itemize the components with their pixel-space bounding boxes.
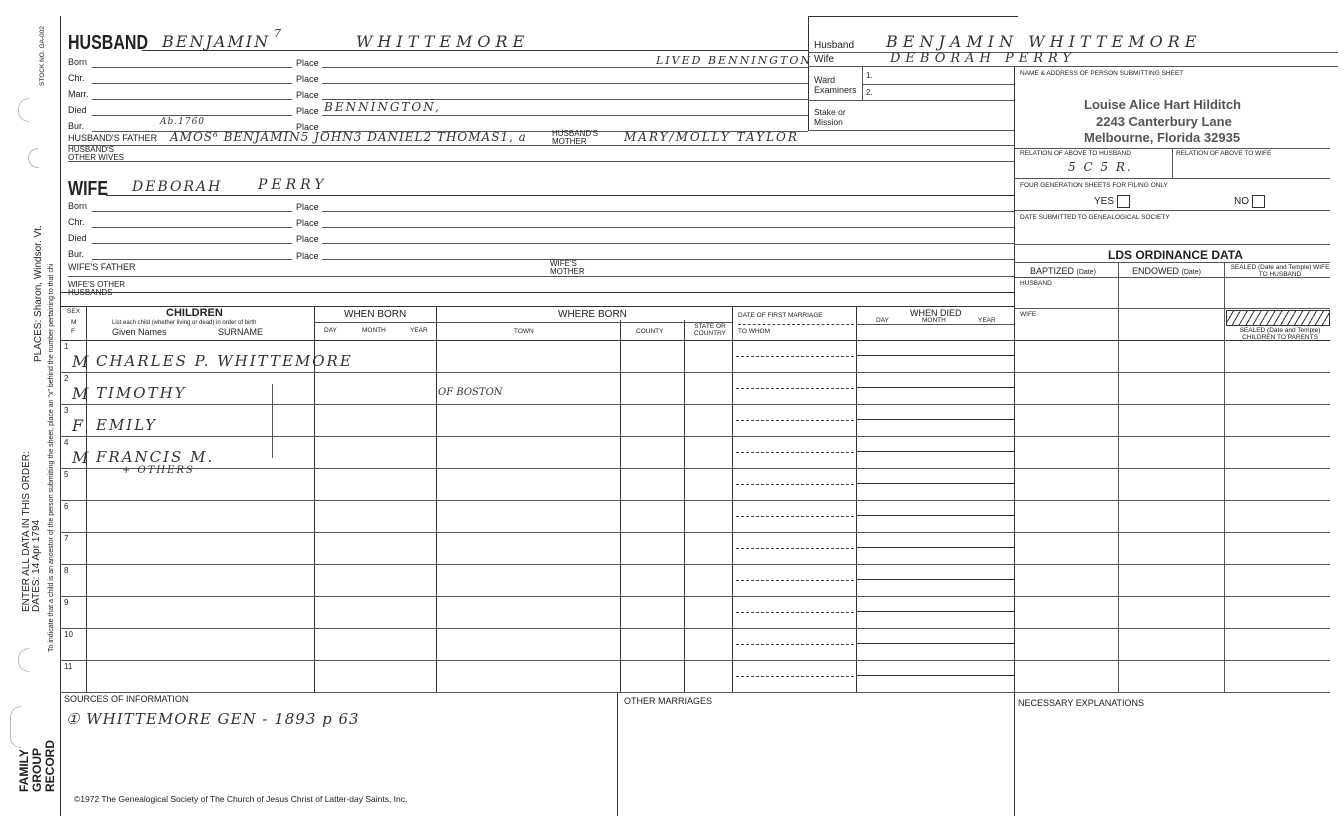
child-number: 6 — [64, 502, 69, 511]
husband-father-label: HUSBAND'S FATHER — [68, 133, 158, 143]
husband-born-place-label: Place — [296, 58, 319, 68]
hb-wife-label: Wife — [814, 54, 834, 65]
lds-hatched-cell — [1226, 310, 1330, 326]
child-sex: M — [72, 384, 91, 403]
ch-died-day: DAY — [876, 317, 889, 324]
husband-born-place: LIVED BENNINGTON — [656, 54, 813, 67]
ch-when-born: WHEN BORN — [344, 309, 407, 320]
ch-surname: SURNAME — [218, 327, 264, 337]
indicate-note: To indicate that a child is an ancestor of the person submitting the sheet, place an "x" behind the number pertaining to that chi — [48, 263, 55, 652]
other-marriages-label: OTHER MARRIAGES — [624, 696, 713, 706]
ch-to-whom: TO WHOM — [738, 328, 771, 335]
wife-born-place-label: Place — [296, 202, 319, 212]
ch-sex-f: F — [71, 328, 75, 335]
hb-stake-label: Stake or Mission — [814, 107, 846, 127]
sources-label: SOURCES OF INFORMATION — [64, 694, 189, 704]
hb-husband-label: Husband — [814, 40, 855, 51]
child-number: 9 — [64, 598, 69, 607]
ch-when-died: WHEN DIED — [910, 308, 962, 318]
wife-given-name: DEBORAH — [132, 179, 223, 195]
child-number: 3 — [64, 406, 69, 415]
child-sex: M — [72, 352, 91, 371]
ch-county: COUNTY — [636, 328, 664, 335]
wife-bur-label: Bur. — [68, 249, 85, 259]
wife-bur-place-label: Place — [296, 251, 319, 261]
child-number: 7 — [64, 534, 69, 543]
child-number: 11 — [64, 662, 73, 671]
husband-died-place-label: Place — [296, 106, 319, 116]
wife-born-label: Born — [68, 201, 88, 211]
husband-bur-date: Ab.1760 — [160, 117, 206, 127]
husband-chr-place-label: Place — [296, 74, 319, 84]
child-sex: F — [72, 416, 86, 435]
ch-sex-m: M — [71, 319, 77, 326]
child-number: 4 — [64, 438, 69, 447]
yes-option[interactable] — [1094, 195, 1130, 208]
ch-day: DAY — [324, 327, 337, 334]
lds-husband-row: HUSBAND — [1020, 280, 1052, 287]
date-submitted-label: DATE SUBMITTED TO GENEALOGICAL SOCIETY — [1020, 214, 1170, 221]
submitter-street: 2243 Canterbury Lane — [1096, 114, 1232, 129]
wife-chr-label: Chr. — [68, 217, 85, 227]
ch-subtitle: List each child (whether living or dead) in order of birth — [112, 320, 257, 326]
submitter-city: Melbourne, Florida 32935 — [1084, 130, 1241, 145]
child-name: + OTHERS — [122, 465, 195, 476]
rel-husband-value: 5 C 5 R. — [1068, 160, 1133, 174]
ch-title: CHILDREN — [166, 307, 223, 319]
ch-first-marriage: DATE OF FIRST MARRIAGE — [738, 312, 823, 319]
lds-wife-row: WIFE — [1020, 311, 1037, 318]
child-name: TIMOTHY — [96, 384, 187, 402]
child-name: EMILY — [96, 416, 158, 434]
child-number: 1 — [64, 342, 69, 351]
hb-examiners-label: Examiners — [814, 85, 857, 95]
husband-surname: WHITTEMORE — [356, 32, 530, 51]
wife-mother-label: WIFE'S MOTHER — [550, 259, 585, 276]
hb-examiner-1: 1. — [866, 71, 873, 80]
wife-died-label: Died — [68, 233, 87, 243]
record-title-3: RECORD — [43, 739, 57, 792]
husband-given-name: BENJAMIN — [162, 32, 271, 51]
wife-chr-place-label: Place — [296, 218, 319, 228]
husband-died-label: Died — [68, 105, 87, 115]
husband-born-label: Born — [68, 57, 88, 67]
ch-sex: SEX — [67, 308, 81, 315]
ch-town: TOWN — [514, 328, 534, 335]
submitter-name: Louise Alice Hart Hilditch — [1084, 97, 1241, 112]
hb-ward-label: Ward — [814, 75, 836, 85]
four-gen-label: FOUR GENERATION SHEETS FOR FILING ONLY — [1020, 182, 1168, 189]
no-checkbox[interactable] — [1252, 195, 1265, 208]
dates-note: DATES: 14 Apr 1794 — [31, 519, 42, 612]
husband-died-place: BENNINGTON, — [324, 100, 441, 114]
binding-mark — [18, 98, 29, 122]
rel-wife-label: RELATION OF ABOVE TO WIFE — [1176, 150, 1272, 157]
child-number: 2 — [64, 374, 69, 383]
child-name: CHARLES P. WHITTEMORE — [96, 352, 353, 370]
lds-baptized: BAPTIZED (Date) — [1030, 266, 1096, 276]
enter-note: ENTER ALL DATA IN THIS ORDER: — [21, 451, 32, 612]
places-note: PLACES: Sharon, Windsor. Vt. — [33, 225, 44, 362]
no-label: NO — [1234, 196, 1249, 208]
husband-other-wives-label: HUSBAND'S OTHER WIVES — [68, 145, 125, 162]
husband-mother-label: HUSBAND'S MOTHER — [552, 129, 598, 146]
husband-bur-label: Bur. — [68, 121, 85, 131]
bracket-mark — [272, 384, 273, 458]
ch-given: Given Names — [112, 327, 167, 337]
child-number: 5 — [64, 470, 69, 479]
binding-mark — [10, 706, 21, 748]
ch-died-year: YEAR — [978, 317, 996, 324]
binding-mark — [18, 648, 29, 672]
wife-other-husbands-label: WIFE'S OTHER HUSBANDS — [68, 280, 126, 297]
husband-bur-place-label: Place — [296, 122, 319, 132]
no-option[interactable] — [1234, 195, 1265, 208]
wife-surname: PERRY — [258, 177, 328, 193]
wife-father-label: WIFE'S FATHER — [68, 262, 136, 272]
wife-label: WIFE — [68, 178, 108, 200]
husband-father: AMOS⁶ BENJAMIN5 JOHN3 DANIEL2 THOMAS1, a — [170, 130, 527, 144]
lds-sealed-wife: SEALED (Date and Temple) WIFE TO HUSBAND — [1230, 264, 1330, 279]
ch-where-born: WHERE BORN — [558, 309, 627, 320]
yes-label: YES — [1094, 196, 1115, 208]
husband-chr-label: Chr. — [68, 73, 85, 83]
rel-husband-label: RELATION OF ABOVE TO HUSBAND — [1020, 150, 1131, 157]
explanations-label: NECESSARY EXPLANATIONS — [1018, 698, 1145, 708]
husband-marr-place-label: Place — [296, 90, 319, 100]
child-sex: M — [72, 448, 91, 467]
record-title-2: GROUP — [30, 747, 44, 792]
lds-title: LDS ORDINANCE DATA — [1108, 248, 1243, 262]
hb-wife-value: DEBORAH PERRY — [890, 51, 1077, 66]
lds-sealed-children: SEALED (Date and Temple) CHILDREN TO PARENTS — [1239, 327, 1321, 342]
child-number: 8 — [64, 566, 69, 575]
husband-marr-label: Marr. — [68, 89, 89, 99]
hb-husband-value: BENJAMIN WHITTEMORE — [886, 32, 1202, 51]
ch-year: YEAR — [410, 327, 428, 334]
child-number: 10 — [64, 630, 73, 639]
ch-month: MONTH — [362, 327, 386, 334]
binding-mark — [28, 148, 39, 168]
wife-died-place-label: Place — [296, 234, 319, 244]
lds-endowed: ENDOWED (Date) — [1132, 266, 1201, 276]
ch-died-month: MONTH — [922, 317, 946, 324]
stock-number: STOCK NO. GA-002 — [39, 26, 46, 86]
husband-mark: 7 — [274, 27, 283, 40]
hb-examiner-2: 2. — [866, 88, 873, 97]
submitter-label: NAME & ADDRESS OF PERSON SUBMITTING SHEET — [1020, 70, 1184, 77]
husband-mother: MARY/MOLLY TAYLOR — [624, 130, 799, 144]
child-name: FRANCIS M. — [96, 448, 215, 466]
ch-state: STATE OR COUNTRY — [693, 323, 727, 337]
record-title-1: FAMILY — [17, 749, 31, 792]
yes-checkbox[interactable] — [1117, 195, 1130, 208]
copyright: ©1972 The Genealogical Society of The Church of Jesus Christ of Latter-day Saints, Inc. — [74, 794, 408, 804]
child-town: OF BOSTON — [438, 387, 503, 398]
sources-value: ① WHITTEMORE GEN - 1893 p 63 — [66, 710, 360, 728]
husband-label: HUSBAND — [68, 32, 148, 54]
